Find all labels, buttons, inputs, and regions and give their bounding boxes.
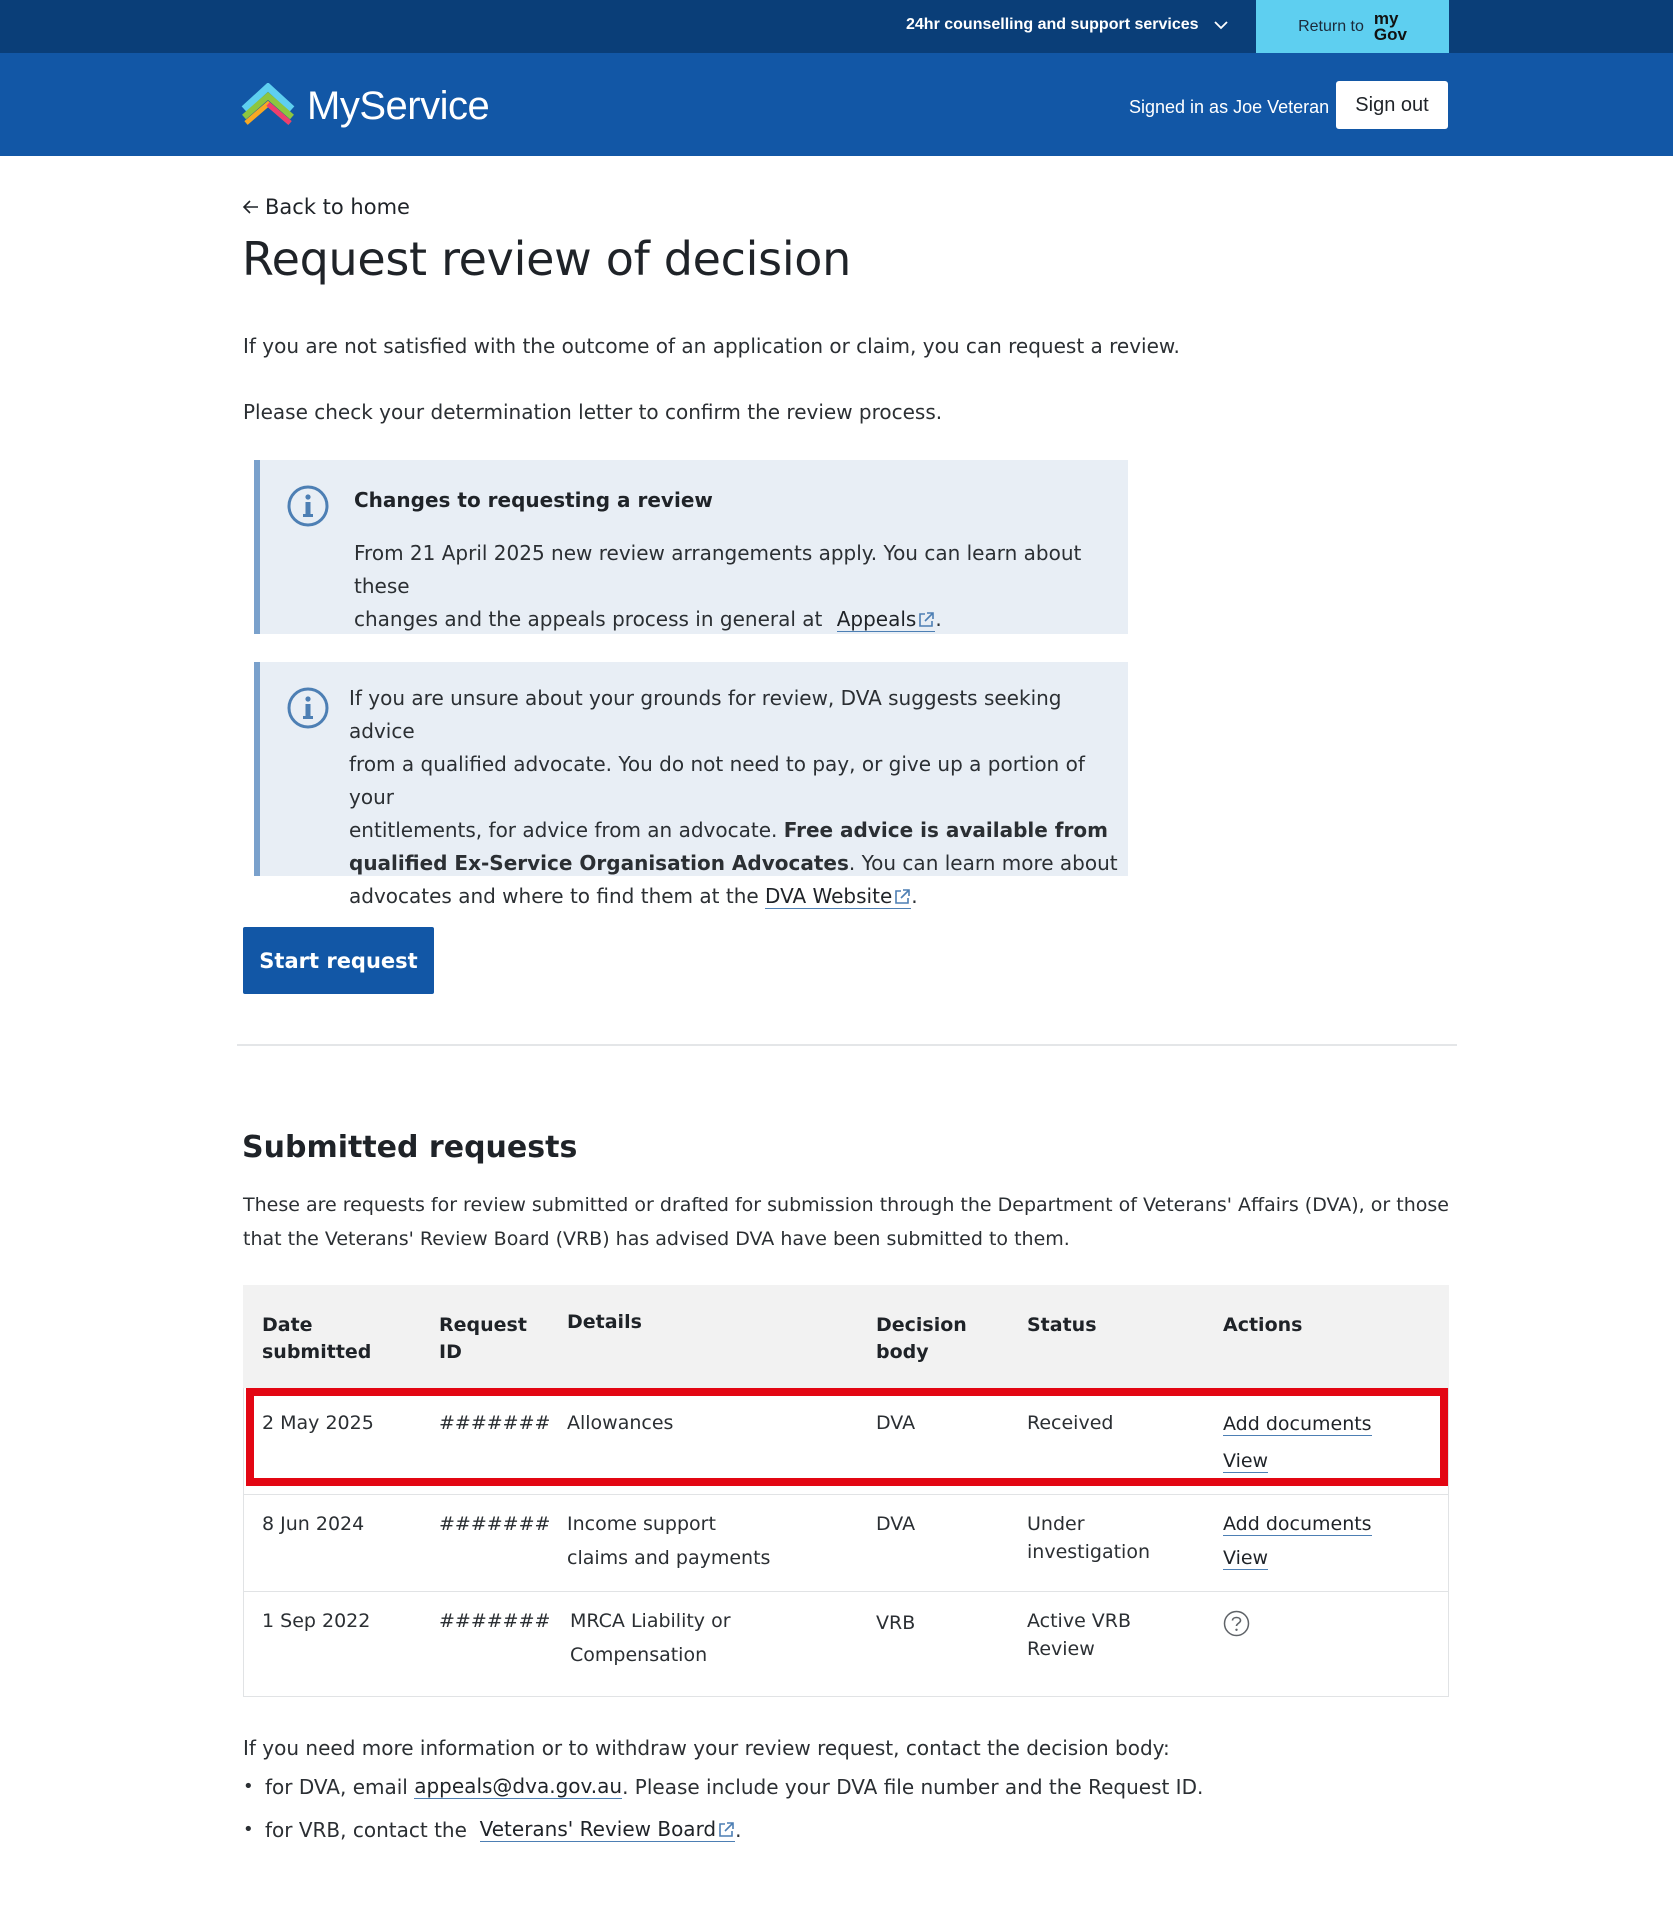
chevron-down-icon [1213, 17, 1229, 33]
contact-dva-item [243, 1774, 1203, 1799]
external-link-icon [918, 611, 935, 628]
return-to-mygov-button[interactable] [1256, 0, 1449, 53]
arrow-left-icon [241, 197, 261, 217]
table-row [244, 1592, 1448, 1696]
dva-website-link[interactable] [765, 884, 911, 909]
review-changes-callout [254, 460, 1128, 634]
cell-request-id: ####### [439, 1412, 551, 1434]
cell-details-line: Income support [567, 1513, 716, 1535]
column-header-details: Details [567, 1311, 642, 1333]
callout-suffix: . [911, 884, 918, 908]
support-services-label: 24hr counselling and support services [906, 16, 1199, 33]
info-icon [286, 686, 330, 730]
add-documents-link[interactable]: Add documents [1223, 1413, 1372, 1435]
mygov-logo [1373, 8, 1407, 44]
callout-title: Changes to requesting a review [354, 488, 713, 512]
site-header [0, 53, 1673, 156]
mygov-logo-gov: Gov [1373, 24, 1407, 44]
brand-name: MyService [307, 83, 490, 128]
utility-bar [0, 0, 1673, 53]
cell-actions [1223, 1406, 1372, 1480]
cell-status-line: Review [1027, 1638, 1095, 1660]
column-header-actions: Actions [1223, 1314, 1303, 1336]
column-header-text: body [876, 1341, 929, 1363]
intro-paragraph: If you are not satisfied with the outcome of an application or claim, you can request a review. [243, 334, 1180, 358]
column-header-text: Request [439, 1314, 527, 1336]
veterans-review-board-link[interactable] [480, 1817, 736, 1842]
cell-decision-body: DVA [876, 1412, 916, 1434]
cell-status-line: Active VRB [1027, 1610, 1132, 1632]
contact-intro: If you need more information or to withdraw your review request, contact the decision body: [243, 1736, 1170, 1760]
callout-body [349, 682, 1129, 913]
cell-details [567, 1507, 770, 1575]
table-row [244, 1495, 1448, 1591]
cell-status-line: investigation [1027, 1541, 1150, 1563]
callout-suffix: . [935, 607, 942, 631]
contact-vrb-item [243, 1817, 742, 1842]
mygov-logo-my: my [1373, 8, 1399, 28]
requests-table-header [243, 1285, 1449, 1388]
info-icon [286, 484, 330, 528]
appeals-email-link[interactable]: appeals@dva.gov.au [414, 1774, 623, 1798]
cell-decision-body: DVA [876, 1513, 916, 1535]
support-services-toggle[interactable] [906, 16, 1229, 34]
submitted-requests-heading: Submitted requests [242, 1130, 578, 1165]
add-documents-link[interactable]: Add documents [1223, 1513, 1372, 1535]
cell-actions [1223, 1507, 1372, 1575]
contact-dva-prefix: for DVA, email [265, 1774, 408, 1799]
return-to-label: Return to [1298, 17, 1364, 35]
free-advice-emphasis: qualified Ex-Service Organisation Advocates [349, 851, 849, 875]
table-row [244, 1388, 1448, 1494]
requests-table-body [243, 1388, 1449, 1697]
column-header-text: Decision [876, 1314, 967, 1336]
column-header-status: Status [1027, 1314, 1097, 1336]
callout-line-text: . You can learn more about [848, 851, 1118, 875]
contact-dva-suffix: . Please include your DVA file number and the Request ID. [622, 1774, 1204, 1799]
cell-status-line: Under [1027, 1513, 1085, 1535]
view-link[interactable]: View [1223, 1547, 1269, 1569]
external-link-icon [894, 888, 911, 905]
cell-actions [1223, 1610, 1250, 1648]
column-header-text: ID [439, 1341, 462, 1363]
cell-details [570, 1604, 731, 1672]
external-link-icon [718, 1821, 735, 1838]
cell-date: 1 Sep 2022 [262, 1610, 371, 1632]
cell-status: Received [1027, 1412, 1114, 1434]
column-header-request-id [439, 1312, 527, 1366]
callout-line-text: entitlements, for advice from an advocate. [349, 818, 778, 842]
cell-details-line: MRCA Liability or [570, 1610, 731, 1632]
dva-website-link-label: DVA Website [765, 884, 893, 908]
cell-date: 2 May 2025 [262, 1412, 374, 1434]
appeals-link[interactable] [837, 607, 936, 632]
contact-vrb-suffix: . [735, 1817, 742, 1842]
callout-line: If you are unsure about your grounds for review, DVA suggests seeking advice [349, 686, 1062, 743]
column-header-text: submitted [262, 1341, 372, 1363]
callout-line-text: advocates and where to find them at the [349, 884, 759, 908]
check-letter-paragraph: Please check your determination letter to confirm the review process. [243, 400, 943, 424]
appeals-link-label: Appeals [836, 607, 917, 631]
signed-in-text: Signed in as Joe Veteran [1129, 97, 1330, 117]
cell-details: Allowances [567, 1412, 674, 1434]
section-divider [237, 1044, 1457, 1046]
callout-line [349, 880, 1129, 913]
cell-details-line: Compensation [570, 1644, 708, 1666]
free-advice-emphasis: Free advice is available from [783, 818, 1108, 842]
cell-request-id: ####### [439, 1513, 551, 1535]
bullet-dot: • [243, 1776, 254, 1797]
view-link[interactable]: View [1223, 1450, 1269, 1472]
cell-status [1027, 1510, 1150, 1566]
cell-request-id: ####### [439, 1610, 551, 1632]
help-circle-icon[interactable] [1223, 1610, 1250, 1637]
column-header-text: Date [262, 1314, 313, 1336]
sign-out-button[interactable]: Sign out [1336, 81, 1448, 129]
start-request-button[interactable]: Start request [243, 927, 434, 994]
callout-body [354, 537, 1114, 636]
veterans-review-board-label: Veterans' Review Board [479, 1817, 717, 1841]
page-title: Request review of decision [242, 232, 852, 286]
advocate-advice-callout [254, 662, 1128, 908]
callout-line: from a qualified advocate. You do not need to pay, or give up a portion of your [349, 752, 1085, 809]
cell-date: 8 Jun 2024 [262, 1513, 365, 1535]
column-header-date [262, 1312, 371, 1366]
back-to-home-label: Back to home [265, 195, 410, 219]
cell-decision-body: VRB [876, 1612, 916, 1634]
column-header-decision-body [876, 1312, 967, 1366]
contact-vrb-prefix: for VRB, contact the [265, 1817, 467, 1842]
back-to-home-link[interactable] [241, 195, 410, 219]
callout-line [354, 603, 1114, 636]
cell-details-line: claims and payments [567, 1547, 771, 1569]
brand-logo[interactable] [241, 83, 489, 129]
callout-line-text: changes and the appeals process in general at [354, 607, 823, 631]
callout-line [349, 847, 1129, 880]
callout-line [349, 814, 1129, 847]
submitted-requests-description: These are requests for review submitted or drafted for submission through the Department of Veterans' Affairs (DVA), or those that the Veterans' Review Board (VRB) has advised DVA have been submitted to them. [243, 1194, 1449, 1250]
cell-status [1027, 1607, 1131, 1663]
callout-line: From 21 April 2025 new review arrangements apply. You can learn about these [354, 541, 1082, 598]
bullet-dot: • [243, 1819, 254, 1840]
myservice-chevron-icon [241, 83, 295, 129]
